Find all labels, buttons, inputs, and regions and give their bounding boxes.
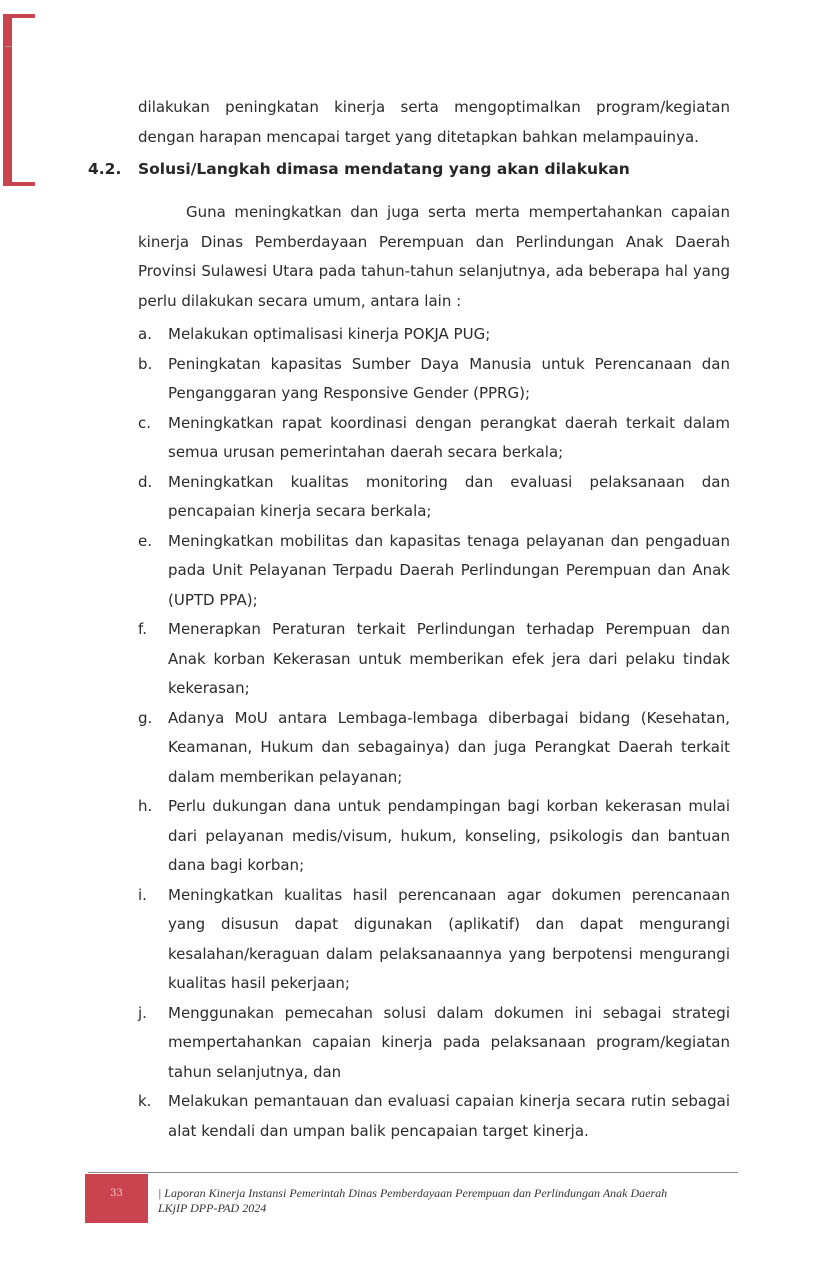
bracket-top-bar: [3, 14, 35, 18]
list-item-text: Meningkatkan mobilitas dan kapasitas tenaga pelayanan dan pengaduan pada Unit Pelayanan Terpadu Daerah Perlindungan Perempuan dan Anak (UPTD PPA);: [168, 531, 730, 609]
list-item: [138, 320, 730, 350]
footer-line-2: LKjIP DPP-PAD 2024: [158, 1201, 267, 1215]
footer-caption: [158, 1186, 667, 1216]
list-item-text: Meningkatkan kualitas hasil perencanaan agar dokumen perencanaan yang disusun dapat digunakan (aplikatif) dan dapat mengurangi kesalahan/keraguan dalam pelaksanaannya yang berpotensi mengurangi kualitas hasil pekerjaan;: [168, 885, 730, 992]
section-number: 4.2.: [88, 160, 122, 178]
list-item: [138, 999, 730, 1088]
list-item-letter: j.: [138, 1003, 147, 1022]
list-item-text: Perlu dukungan dana untuk pendampingan bagi korban kekerasan mulai dari pelayanan medis/visum, hukum, konseling, psikologis dan bantuan dana bagi korban;: [168, 797, 730, 874]
list-item: [138, 1087, 730, 1146]
list-item: [138, 527, 730, 616]
list-item-text: Menerapkan Peraturan terkait Perlindungan terhadap Perempuan dan Anak korban Kekerasan untuk memberikan efek jera dari pelaku tindak kekerasan;: [168, 620, 730, 697]
list-item: [138, 409, 730, 468]
list-item: [138, 468, 730, 527]
list-item-text: Melakukan pemantauan dan evaluasi capaian kinerja secara rutin sebagai alat kendali dan umpan balik pencapaian target kinerja.: [168, 1092, 730, 1140]
list-item: [138, 792, 730, 881]
footer-line-1: | Laporan Kinerja Instansi Pemerintah Dinas Pemberdayaan Perempuan dan Perlindungan Anak Daerah: [158, 1186, 668, 1200]
list-item-letter: g.: [138, 708, 153, 727]
list-item-letter: i.: [138, 885, 147, 904]
body-paragraph: Guna meningkatkan dan juga serta merta mempertahankan capaian kinerja Dinas Pemberdayaan Perempuan dan Perlindungan Anak Daerah Provinsi Sulawesi Utara pada tahun-tahun selanjutnya, ada beberapa hal yang perlu dilakukan secara umum, antara lain :: [138, 203, 730, 310]
list-item-letter: k.: [138, 1092, 152, 1110]
list-item-text: Meningkatkan rapat koordinasi dengan perangkat daerah terkait dalam semua urusan pemerintahan daerah secara berkala;: [168, 413, 730, 461]
page-number: 33: [110, 1188, 123, 1199]
list-item-letter: a.: [138, 325, 152, 343]
list-item-text: Melakukan optimalisasi kinerja POKJA PUG;: [168, 325, 491, 343]
list-item-text: Menggunakan pemecahan solusi dalam dokumen ini sebagai strategi mempertahankan capaian kinerja pada pelaksanaan program/kegiatan tahun selanjutnya, dan: [168, 1003, 730, 1081]
solution-list: [138, 320, 730, 1146]
list-item: [138, 615, 730, 704]
list-item-letter: d.: [138, 472, 153, 491]
list-item-letter: e.: [138, 531, 152, 550]
bracket-bottom-bar: [3, 182, 35, 186]
footer-divider: [88, 1172, 738, 1173]
list-item: [138, 704, 730, 793]
list-item: [138, 881, 730, 999]
list-item-letter: f.: [138, 620, 147, 638]
bracket-tick: [5, 46, 12, 47]
left-margin-bracket: [3, 14, 35, 186]
section-heading: [88, 160, 630, 178]
list-item-letter: h.: [138, 797, 153, 815]
list-item-text: Adanya MoU antara Lembaga-lembaga diberbagai bidang (Kesehatan, Keamanan, Hukum dan sebagainya) dan juga Perangkat Daerah terkait dalam memberikan pelayanan;: [168, 708, 730, 786]
intro-paragraph: dilakukan peningkatan kinerja serta mengoptimalkan program/kegiatan dengan harapan mencapai target yang ditetapkan bahkan melampauinya.: [138, 98, 730, 146]
section-title: Solusi/Langkah dimasa mendatang yang akan dilakukan: [138, 160, 630, 178]
bracket-vertical-bar: [3, 14, 12, 186]
list-item-letter: c.: [138, 413, 152, 432]
list-item-letter: b.: [138, 354, 153, 373]
list-item: [138, 350, 730, 409]
list-item-text: Peningkatan kapasitas Sumber Daya Manusia untuk Perencanaan dan Penganggaran yang Responsive Gender (PPRG);: [168, 354, 730, 402]
list-item-text: Meningkatkan kualitas monitoring dan evaluasi pelaksanaan dan pencapaian kinerja secara berkala;: [168, 472, 730, 520]
